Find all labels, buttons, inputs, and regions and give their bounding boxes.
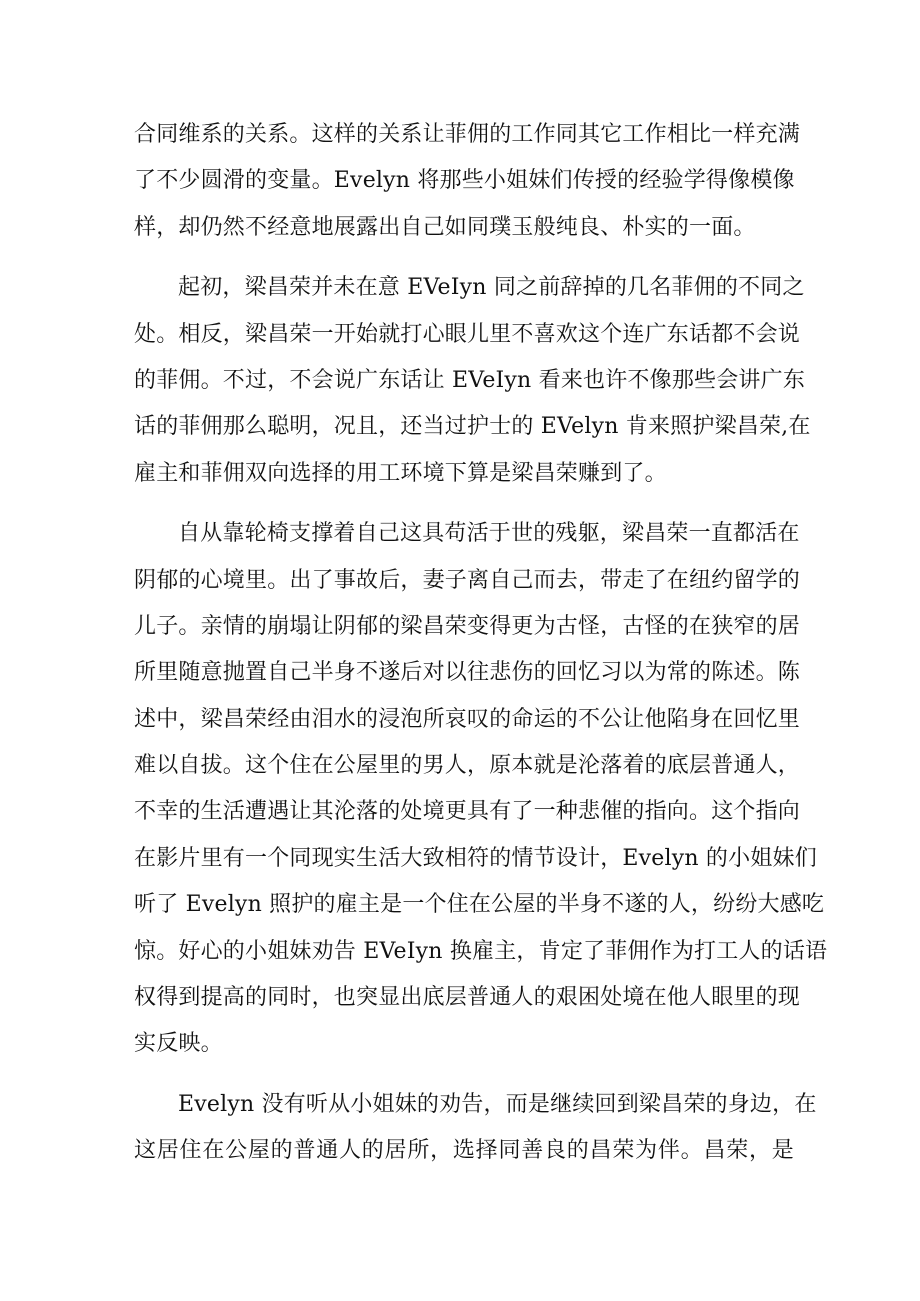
text-line: 话的菲佣那么聪明，况且，还当过护士的 EVelyn 肯来照护梁昌荣,在 bbox=[134, 414, 811, 440]
paragraph bbox=[134, 265, 811, 497]
paragraph-gap bbox=[134, 497, 794, 511]
text-line: 起初，梁昌荣并未在意 EVeIyn 同之前辞掉的几名菲佣的不同之 bbox=[178, 275, 805, 301]
text-line: 了不少圆滑的变量。Evelyn 将那些小姐妹们传授的经验学得像模像 bbox=[134, 168, 795, 194]
text-line: 自从靠轮椅支撑着自己这具苟活于世的残躯，梁昌荣一直都活在 bbox=[178, 521, 800, 547]
paragraph bbox=[134, 1082, 817, 1175]
text-line: 的菲佣。不过，不会说广东话让 EVeIyn 看来也许不像那些会讲广东 bbox=[134, 367, 806, 393]
text-line: 述中，梁昌荣经由泪水的浸泡所哀叹的命运的不公让他陷身在回忆里 bbox=[134, 706, 801, 732]
text-line: 在影片里有一个同现实生活大致相符的情节设计，Evelyn 的小姐妹们 bbox=[134, 845, 817, 871]
text-line: 儿子。亲情的崩塌让阴郁的梁昌荣变得更为古怪，古怪的在狭窄的居 bbox=[134, 613, 801, 639]
text-line: 实反映。 bbox=[134, 1031, 223, 1057]
text-line: 所里随意抛置自己半身不遂后对以往悲伤的回忆习以为常的陈述。陈 bbox=[134, 660, 801, 686]
paragraph bbox=[134, 112, 801, 251]
text-line: 听了 Evelyn 照护的雇主是一个住在公屋的半身不遂的人，纷纷大感吃 bbox=[134, 892, 825, 918]
text-line: 合同维系的关系。这样的关系让菲佣的工作同其它工作相比一样充满 bbox=[134, 122, 801, 147]
text-line: 不幸的生活遭遇让其沦落的处境更具有了一种悲催的指向。这个指向 bbox=[134, 799, 801, 825]
paragraph-gap bbox=[134, 251, 794, 265]
text-line: 处。相反，梁昌荣一开始就打心眼儿里不喜欢这个连广东话都不会说 bbox=[134, 321, 801, 347]
text-line: 样，却仍然不经意地展露出自己如同璞玉般纯良、朴实的一面。 bbox=[134, 214, 756, 240]
text-line: 难以自拔。这个住在公屋里的男人，原本就是沦落着的底层普通人， bbox=[134, 753, 801, 779]
text-line: Evelyn 没有听从小姐妹的劝告，而是继续回到梁昌荣的身边，在 bbox=[178, 1091, 817, 1117]
paragraph-gap bbox=[134, 1068, 794, 1082]
document-body bbox=[134, 112, 828, 1175]
text-line: 惊。好心的小姐妹劝告 EVeIyn 换雇主，肯定了菲佣作为打工人的话语 bbox=[134, 938, 828, 964]
text-line: 雇主和菲佣双向选择的用工环境下算是梁昌荣赚到了。 bbox=[134, 460, 667, 486]
text-line: 这居住在公屋的普通人的居所，选择同善良的昌荣为伴。昌荣，是 bbox=[134, 1138, 794, 1164]
paragraph bbox=[134, 511, 828, 1068]
text-line: 权得到提高的同时，也突显出底层普通人的艰困处境在他人眼里的现 bbox=[134, 985, 801, 1011]
text-line: 阴郁的心境里。出了事故后，妻子离自己而去，带走了在纽约留学的 bbox=[134, 567, 801, 593]
